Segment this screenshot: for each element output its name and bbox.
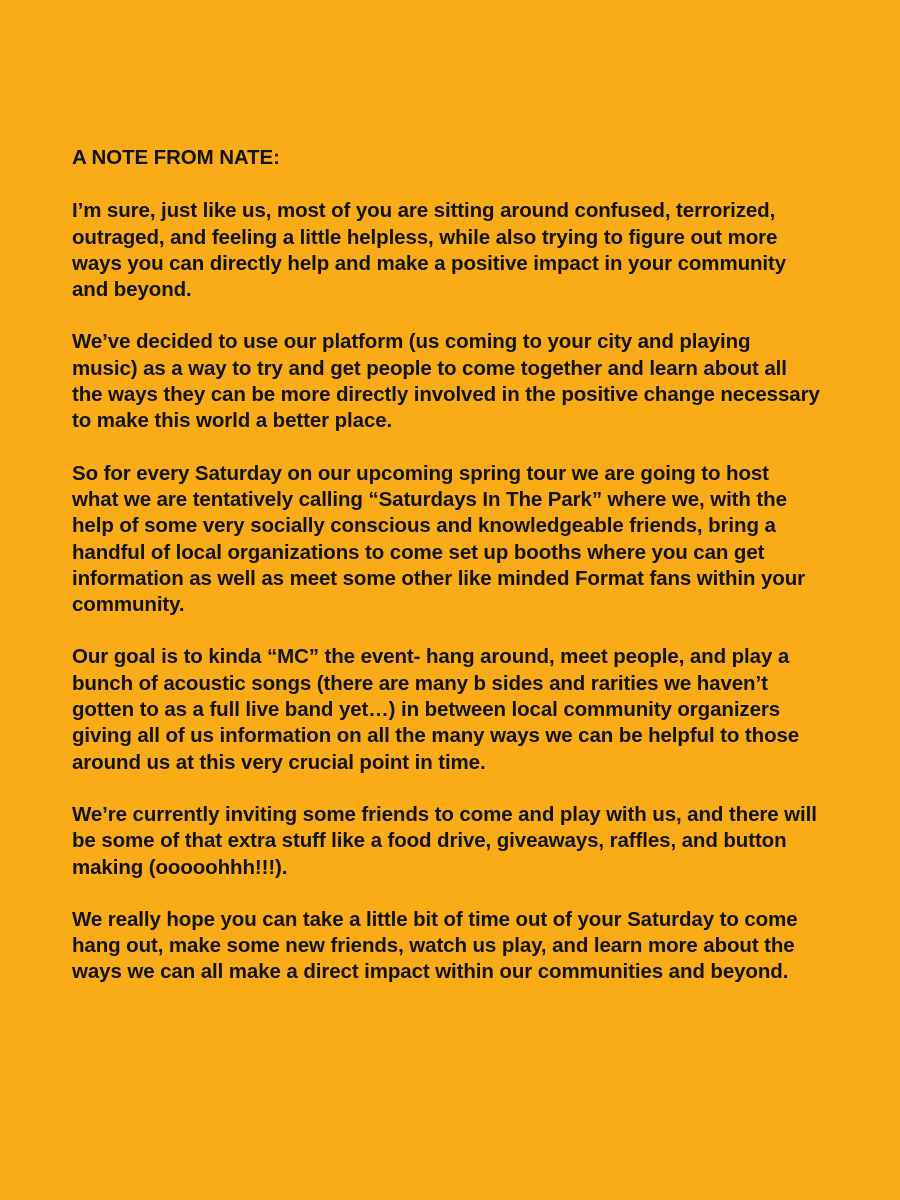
note-paragraph-1: I’m sure, just like us, most of you are sitting around confused, terrorized, outraged, and feeling a little helpless, while also trying to figure out more ways you can directly help and make a positive impact in your community and beyond.	[72, 199, 787, 302]
note-paragraph-5: We’re currently inviting some friends to come and play with us, and there will be some of that extra stuff like a food drive, giveaways, raffles, and button making (ooooohhh!!!).	[72, 802, 817, 879]
note-paragraph-6: We really hope you can take a little bit of time out of your Saturday to come hang out, make some new friends, watch us play, and learn more about the ways we can all make a direct impact within our communities and beyond.	[72, 907, 798, 984]
note-paragraph-3: So for every Saturday on our upcoming spring tour we are going to host what we are tentatively calling “Saturdays In The Park” where we, with the help of some very socially conscious and knowledgeable friends, bring a handful of local organizations to come set up booths where you can get information as well as meet some other like minded Format fans within your community.	[72, 461, 806, 617]
note-paragraph-4: Our goal is to kinda “MC” the event- hang around, meet people, and play a bunch of acoustic songs (there are many b sides and rarities we haven’t gotten to as a full live band yet…) in between local community organizers giving all of us information on all the many ways we can be helpful to those around us at this very crucial point in time.	[72, 645, 800, 774]
note-paragraph-2: We’ve decided to use our platform (us coming to your city and playing music) as a way to try and get people to come together and learn about all the ways they can be more directly involved in the positive change necessary to make this world a better place.	[72, 330, 820, 433]
note-heading: A NOTE FROM NATE:	[72, 146, 280, 169]
